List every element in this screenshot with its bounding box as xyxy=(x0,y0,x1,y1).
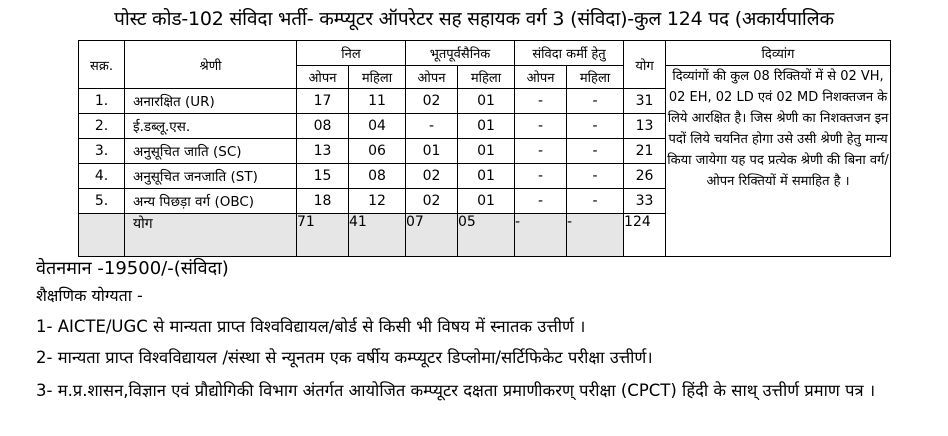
cell-sam-female: - xyxy=(567,189,624,214)
row-category: अन्य पिछड़ा वर्ग (OBC) xyxy=(125,189,297,214)
post-title: पोस्ट कोड-102 संविदा भर्ती- कम्प्यूटर ऑपरेटर सह सहायक वर्ग 3 (संविदा)-कुल 124 पद (अकार्यपालिक xyxy=(114,8,834,30)
cell-nil-female: 08 xyxy=(349,164,406,189)
cell-sam-female: - xyxy=(567,139,624,164)
divyang-note: दिव्यांगों की कुल 08 रिक्तियों में से 02 VH, 02 EH, 02 LD एवं 02 MD निशक्तजन के लिये आरक्षित है। जिस श्रेणी का निशक्तजन इन पदों लिये चयनित होगा उसे उसी श्रेणी हेतु मान्य किया जायेगा यह पद प्रत्येक श्रेणी की बिना वर्ग/ओपन रिक्तियों में समाहित है । xyxy=(666,66,891,257)
cell-sam-open: - xyxy=(515,89,567,114)
cell-ex-open: - xyxy=(406,114,458,139)
total-sam-female: - xyxy=(567,214,624,257)
header-ex-servicemen: भूतपूर्वसैनिक xyxy=(406,41,515,66)
row-sno: 3. xyxy=(79,139,125,164)
cell-sam-open: - xyxy=(515,189,567,214)
cell-sam-open: - xyxy=(515,139,567,164)
cell-ex-female: 01 xyxy=(458,189,515,214)
education-heading: शैक्षणिक योग्यता - xyxy=(36,286,143,305)
row-sno: 2. xyxy=(79,114,125,139)
cell-yog: 31 xyxy=(624,89,666,114)
header-open: ओपन xyxy=(515,66,567,89)
row-sno: 4. xyxy=(79,164,125,189)
total-yog: 124 xyxy=(624,214,666,257)
row-category: अनुसूचित जाति (SC) xyxy=(125,139,297,164)
cell-sam-female: - xyxy=(567,164,624,189)
cell-nil-open: 15 xyxy=(297,164,349,189)
cell-sam-female: - xyxy=(567,114,624,139)
header-row-1 xyxy=(79,41,891,66)
cell-yog: 13 xyxy=(624,114,666,139)
cell-nil-open: 18 xyxy=(297,189,349,214)
cell-ex-female: 01 xyxy=(458,164,515,189)
qualification-item: 2- मान्यता प्राप्त विश्वविद्यायल /संस्था से न्यूनतम एक वर्षीय कम्प्यूटर डिप्लोमा/सर्टिफिकेट परीक्षा उत्तीर्ण। xyxy=(36,348,653,367)
cell-sam-female: - xyxy=(567,89,624,114)
header-sno: सक्र. xyxy=(79,41,125,89)
row-sno: 1. xyxy=(79,89,125,114)
cell-nil-open: 17 xyxy=(297,89,349,114)
total-label: योग xyxy=(125,214,297,257)
total-ex-female: 05 xyxy=(458,214,515,257)
vacancy-table xyxy=(78,40,891,257)
cell-ex-open: 02 xyxy=(406,164,458,189)
row-category: अनारक्षित (UR) xyxy=(125,89,297,114)
qualification-item: 1- AICTE/UGC से मान्यता प्राप्त विश्वविद्यायल/बोर्ड से किसी भी विषय में स्नातक उत्तीर्ण । xyxy=(36,317,586,336)
header-divyang: दिव्यांग xyxy=(666,41,891,66)
total-sno-blank xyxy=(79,214,125,257)
row-sno: 5. xyxy=(79,189,125,214)
header-contract-staff: संविदा कर्मी हेतु xyxy=(515,41,624,66)
total-nil-female: 41 xyxy=(349,214,406,257)
header-female: महिला xyxy=(349,66,406,89)
cell-ex-female: 01 xyxy=(458,89,515,114)
cell-ex-open: 01 xyxy=(406,139,458,164)
cell-nil-open: 08 xyxy=(297,114,349,139)
header-category: श्रेणी xyxy=(125,41,297,89)
cell-yog: 21 xyxy=(624,139,666,164)
total-sam-open: - xyxy=(515,214,567,257)
salary-line: वेतनमान -19500/-(संविदा) xyxy=(36,258,229,279)
qualification-item: 3- म.प्र.शासन,विज्ञान एवं प्रौद्योगिकी विभाग अंतर्गत आयोजित कम्प्यूटर दक्षता प्रमाणीकरण् परीक्षा (CPCT) हिंदी के साथ् उत्तीर्ण प्रमाण पत्र । xyxy=(36,381,876,400)
total-nil-open: 71 xyxy=(297,214,349,257)
cell-ex-open: 02 xyxy=(406,189,458,214)
cell-nil-open: 13 xyxy=(297,139,349,164)
cell-sam-open: - xyxy=(515,164,567,189)
cell-yog: 26 xyxy=(624,164,666,189)
cell-ex-female: 01 xyxy=(458,114,515,139)
cell-ex-open: 02 xyxy=(406,89,458,114)
header-female: महिला xyxy=(567,66,624,89)
cell-ex-female: 01 xyxy=(458,139,515,164)
row-category: अनुसूचित जनजाति (ST) xyxy=(125,164,297,189)
header-open: ओपन xyxy=(297,66,349,89)
cell-nil-female: 11 xyxy=(349,89,406,114)
cell-yog: 33 xyxy=(624,189,666,214)
total-ex-open: 07 xyxy=(406,214,458,257)
header-yog: योग xyxy=(624,41,666,89)
cell-nil-female: 06 xyxy=(349,139,406,164)
cell-nil-female: 04 xyxy=(349,114,406,139)
header-female: महिला xyxy=(458,66,515,89)
header-open: ओपन xyxy=(406,66,458,89)
row-category: ई.डब्लू.एस. xyxy=(125,114,297,139)
cell-nil-female: 12 xyxy=(349,189,406,214)
cell-sam-open: - xyxy=(515,114,567,139)
header-nil: निल xyxy=(297,41,406,66)
